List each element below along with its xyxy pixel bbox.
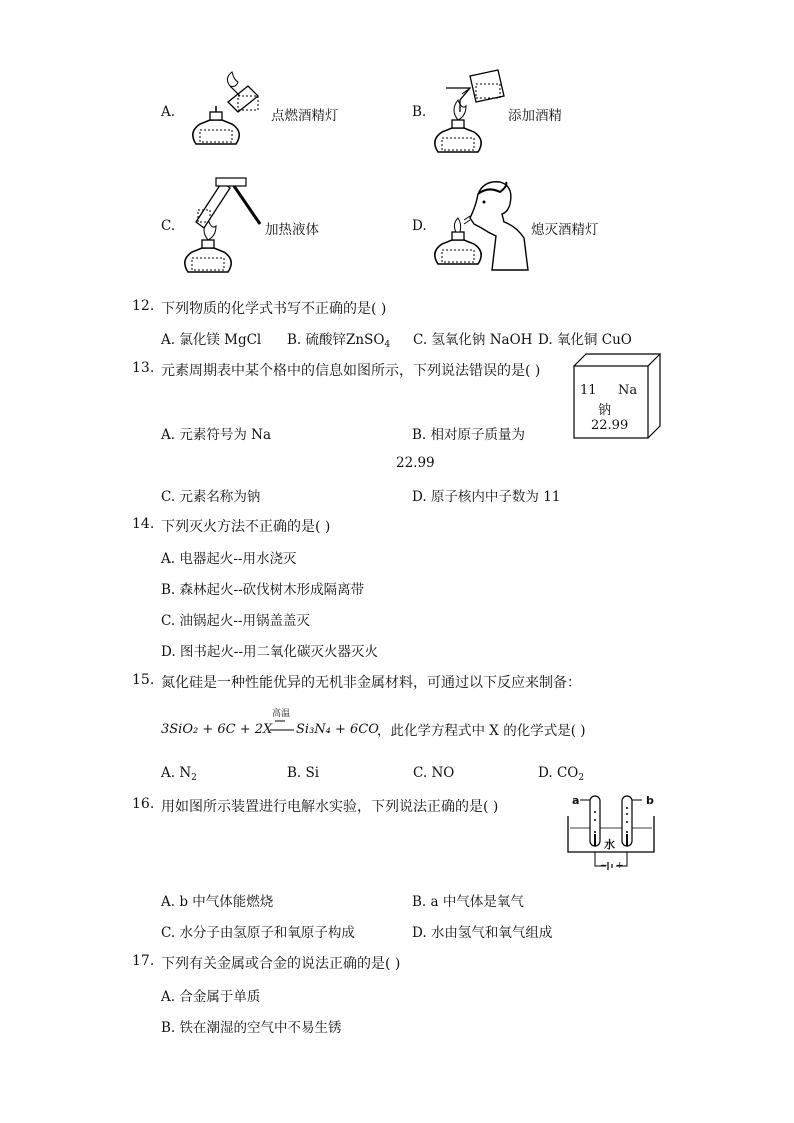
- option-text: 合金属于单质: [179, 989, 261, 1005]
- q12-option-d: [538, 328, 632, 348]
- element-symbol: Na: [618, 383, 638, 398]
- option-name: 氢氧化钠: [431, 332, 486, 348]
- q12-stem: 下列物质的化学式书写不正确的是( ): [161, 301, 387, 317]
- option-letter: D.: [412, 489, 427, 505]
- q12-number: 12.: [132, 298, 155, 314]
- reaction-equals-sign: [268, 720, 296, 734]
- q16-option-c: [161, 921, 355, 941]
- q13-option-c: [161, 485, 260, 505]
- q11-option-a-caption: 点燃酒精灯: [271, 108, 339, 124]
- q15-option-b: [287, 765, 319, 781]
- option-letter: C.: [413, 765, 428, 781]
- option-text: 水由氢气和氧气组成: [430, 925, 553, 941]
- equation-suffix: ，此化学方程式中 X 的化学式是( ): [377, 723, 586, 739]
- option-text: 元素名称为钠: [179, 489, 261, 505]
- adding-alcohol-illustration: [432, 66, 512, 158]
- q13-option-b-continuation: 22.99: [396, 455, 435, 471]
- option-letter: B.: [412, 427, 427, 443]
- option-letter: C.: [161, 489, 176, 505]
- q13-option-d: [412, 485, 560, 505]
- q17-number: 17.: [132, 953, 155, 969]
- q17-option-a: [161, 985, 260, 1005]
- option-formula: NO: [431, 765, 455, 781]
- option-formula: MgCl: [224, 332, 262, 348]
- blowing-out-lamp-illustration: [432, 178, 532, 270]
- q11-option-a-letter: A.: [161, 104, 176, 120]
- option-name: 氯化镁: [179, 332, 220, 348]
- q12-option-a: [161, 328, 261, 348]
- reaction-condition: 高温: [272, 709, 291, 719]
- option-letter: A.: [161, 765, 176, 781]
- element-mass: 22.99: [591, 418, 629, 433]
- option-letter: D.: [412, 925, 427, 941]
- option-letter: B.: [412, 894, 427, 910]
- option-formula-subscript: 2: [578, 773, 585, 783]
- q12-option-c: [413, 328, 532, 348]
- equation-right-side: Si₃N₄ + 6CO: [296, 722, 379, 737]
- option-text: 原子核内中子数为 11: [430, 489, 561, 505]
- q14-option-d: [161, 640, 378, 660]
- lighting-lamp-illustration: [188, 72, 268, 152]
- option-letter: C.: [161, 925, 176, 941]
- option-letter: D.: [538, 765, 553, 781]
- equation-left-side: 3SiO₂ + 6C + 2X: [161, 722, 273, 737]
- q14-number: 14.: [132, 516, 155, 532]
- option-letter: A.: [161, 551, 176, 567]
- option-text: 元素符号为 Na: [179, 427, 271, 443]
- q14-option-a: [161, 547, 296, 567]
- q13-option-b: [412, 423, 525, 443]
- option-formula: CO: [556, 765, 579, 781]
- option-name: 氧化铜: [556, 332, 598, 348]
- option-letter: B.: [287, 332, 302, 348]
- q15-number: 15.: [132, 672, 155, 688]
- q16-option-b: [412, 890, 524, 910]
- option-text: 相对原子质量为: [430, 427, 526, 443]
- q16-stem: 用如图所示装置进行电解水实验，下列说法正确的是( ): [161, 799, 499, 815]
- terminal-minus: −: [600, 861, 608, 871]
- option-text: 森林起火--砍伐树木形成隔离带: [179, 582, 365, 598]
- option-letter: B.: [287, 765, 302, 781]
- q16-option-d: [412, 921, 552, 941]
- option-text: 铁在潮湿的空气中不易生锈: [179, 1020, 342, 1036]
- q11-option-d-caption: 熄灭酒精灯: [531, 222, 599, 238]
- option-formula: ZnSO: [346, 332, 385, 348]
- option-text: a 中气体是氧气: [430, 894, 524, 910]
- option-name: 硫酸锌: [305, 332, 347, 348]
- option-text: 水分子由氢原子和氧原子构成: [179, 925, 355, 941]
- option-formula: N: [179, 765, 192, 781]
- option-text: 图书起火--用二氧化碳灭火器灭火: [179, 644, 379, 660]
- q17-stem: 下列有关金属或合金的说法正确的是( ): [161, 956, 401, 972]
- option-text: 油锅起火--用锅盖盖灭: [179, 613, 311, 629]
- option-letter: A.: [161, 989, 176, 1005]
- q12-option-b: [287, 328, 390, 350]
- q14-option-c: [161, 609, 310, 629]
- option-letter: C.: [413, 332, 428, 348]
- option-formula-subscript: 4: [384, 340, 391, 350]
- option-text: b 中气体能燃烧: [179, 894, 274, 910]
- option-letter: A.: [161, 332, 176, 348]
- option-text: 电器起火--用水浇灭: [179, 551, 297, 567]
- q15-stem: 氮化硅是一种性能优异的无机非金属材料，可通过以下反应来制备：: [161, 675, 581, 691]
- terminal-plus: +: [616, 861, 624, 871]
- q16-option-a: [161, 890, 273, 910]
- q14-stem: 下列灭火方法不正确的是( ): [161, 519, 331, 535]
- element-name: 钠: [598, 403, 612, 418]
- q11-option-d-letter: D.: [412, 218, 427, 234]
- tube-label-b: b: [646, 794, 654, 807]
- tube-label-a: a: [572, 794, 580, 807]
- q17-option-b: [161, 1016, 342, 1036]
- option-letter: A.: [161, 894, 176, 910]
- q15-option-c: [413, 765, 454, 781]
- q15-option-a: [161, 765, 197, 783]
- option-letter: B.: [161, 582, 176, 598]
- option-letter: A.: [161, 427, 176, 443]
- q13-number: 13.: [132, 360, 155, 376]
- electrolysis-apparatus-diagram: [566, 792, 658, 876]
- option-letter: C.: [161, 613, 176, 629]
- q13-stem: 元素周期表中某个格中的信息如图所示，下列说法错误的是( ): [161, 363, 541, 379]
- q15-option-d: [538, 765, 584, 783]
- q14-option-b: [161, 578, 364, 598]
- q11-option-c-caption: 加热液体: [265, 222, 319, 238]
- option-formula: NaOH: [489, 332, 533, 348]
- heating-liquid-illustration: [182, 176, 264, 278]
- water-label: 水: [604, 838, 615, 851]
- q11-option-b-caption: 添加酒精: [508, 108, 562, 124]
- q11-option-b-letter: B.: [412, 104, 427, 120]
- option-letter: D.: [161, 644, 176, 660]
- q16-number: 16.: [132, 796, 155, 812]
- option-formula-subscript: 2: [191, 773, 197, 783]
- option-letter: B.: [161, 1020, 176, 1036]
- q11-option-c-letter: C.: [161, 218, 176, 234]
- option-letter: D.: [538, 332, 553, 348]
- element-atomic-number: 11: [580, 383, 597, 398]
- option-formula: CuO: [601, 332, 632, 348]
- option-formula: Si: [305, 765, 320, 781]
- q13-option-a: [161, 423, 271, 443]
